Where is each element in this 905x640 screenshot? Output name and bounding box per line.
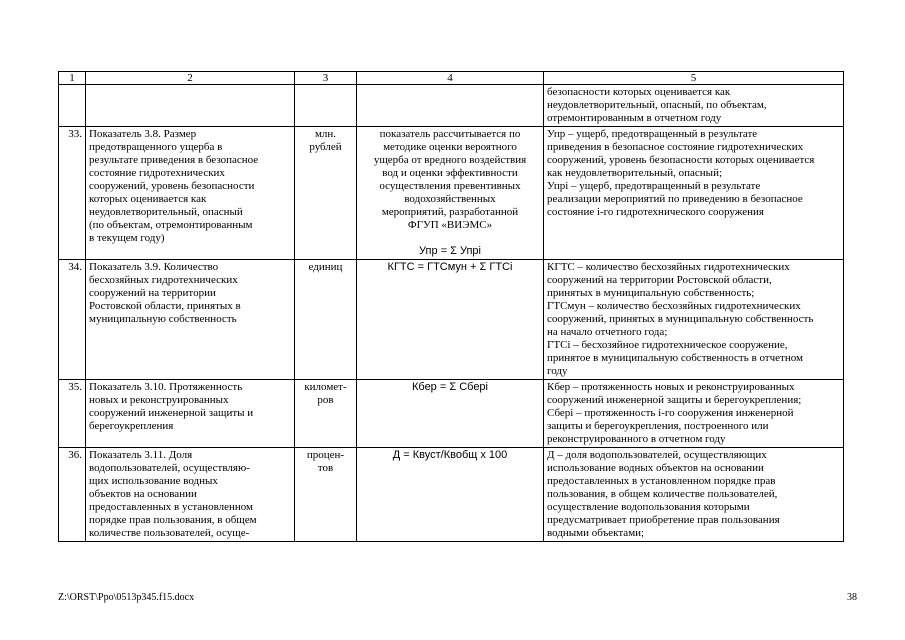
text-line: ущерба от вредного воздействия — [373, 154, 527, 166]
indicator-name-cell — [86, 260, 295, 380]
text-line: осуществления превентивных — [379, 180, 521, 192]
text-line: Упр – ущерб, предотвращенный в результате — [547, 128, 758, 140]
text-line: реализации мероприятий по приведению в безопасное — [547, 193, 803, 205]
text-line: методике оценки вероятного — [383, 141, 517, 153]
continuation-row — [59, 85, 844, 127]
indicators-table — [58, 71, 844, 542]
text-line: Упрi – ущерб, предотвращенный в результате — [547, 180, 761, 192]
calculation-method-cell — [357, 127, 544, 260]
text-line: показатель рассчитывается по — [379, 128, 521, 140]
text-line: как неудовлетворительный, опасный; — [547, 167, 723, 179]
text-line: отремонтированным в отчетном году — [547, 112, 722, 124]
text-line: неудовлетворительный, опасный — [89, 206, 243, 218]
unit-cell — [295, 127, 357, 260]
indicator-name-cell — [86, 127, 295, 260]
text-line: Сберi – протяженность i-го сооружения инженерной — [547, 407, 794, 419]
row-number-cell: 33. — [59, 127, 86, 260]
text-line: неудовлетворительный, опасный, по объектам, — [547, 99, 767, 111]
spacer — [360, 232, 540, 245]
page-number: 38 — [847, 592, 857, 603]
text-line: сооружений на территории Ростовской области, — [547, 274, 772, 286]
text-line: состояние гидротехнических — [89, 167, 225, 179]
column-number-4: 4 — [357, 72, 544, 85]
text-line: Д – доля водопользователей, осуществляющих — [547, 449, 767, 461]
text-line: единиц — [308, 261, 343, 273]
cont-cell-desc — [544, 85, 844, 127]
calculation-method-cell — [357, 448, 544, 542]
text-line: ГТСмун – количество бесхозяйных гидротехнических — [547, 300, 801, 312]
text-line: километ- — [304, 381, 347, 393]
text-line: принятое в муниципальную собственность в отчетном — [547, 352, 803, 364]
text-line: сооружений, уровень безопасности которых оценивается — [547, 154, 815, 166]
text-line: щих использование водных — [89, 475, 218, 487]
text-line: количестве пользователей, осуще- — [89, 527, 250, 539]
unit-cell — [295, 448, 357, 542]
text-line: вод и оценки эффективности — [382, 167, 518, 179]
text-line: использование водных объектов на основании — [547, 462, 764, 474]
table-row — [59, 448, 844, 542]
table-row — [59, 127, 844, 260]
text-line: в текущем году) — [89, 232, 165, 244]
text-line: порядке прав пользования, в общем — [89, 514, 257, 526]
text-line: защиты и берегоукрепления, построенного или — [547, 420, 769, 432]
text-line: сооружений инженерной защиты и — [89, 407, 254, 419]
calculation-method-cell — [357, 380, 544, 448]
text-line: процен- — [306, 449, 345, 461]
text-line: сооружений инженерной защиты и берегоукрепления; — [547, 394, 802, 406]
text-line: бесхозяйных гидротехнических — [89, 274, 238, 286]
text-line: Показатель 3.9. Количество — [89, 261, 219, 273]
indicator-name-cell — [86, 448, 295, 542]
cont-cell-name — [86, 85, 295, 127]
text-line: которых оценивается как — [89, 193, 207, 205]
unit-cell — [295, 380, 357, 448]
column-number-2: 2 — [86, 72, 295, 85]
table-row — [59, 380, 844, 448]
text-line: берегоукрепления — [89, 420, 174, 432]
text-line: объектов на основании — [89, 488, 197, 500]
text-line: сооружений, принятых в муниципальную собственность — [547, 313, 814, 325]
text-line: мероприятий, разработанной — [381, 206, 519, 218]
text-line: году — [547, 365, 568, 377]
text-line: приведения в безопасное состояние гидротехнических — [547, 141, 804, 153]
text-line: ГТСi – бесхозяйное гидротехническое сооружение, — [547, 339, 788, 351]
text-line: сооружений, уровень безопасности — [89, 180, 255, 192]
text-line: Показатель 3.10. Протяженность — [89, 381, 243, 393]
text-line: на начало отчетного года; — [547, 326, 668, 338]
text-line: принятых в муниципальную собственность; — [547, 287, 755, 299]
text-line: муниципальную собственность — [89, 313, 237, 325]
indicator-name-cell — [86, 380, 295, 448]
text-line: КГТС – количество бесхозяйных гидротехнических — [547, 261, 790, 273]
table-body — [59, 72, 844, 542]
text-line: предусматривает приобретение прав пользования — [547, 514, 780, 526]
text-line: результате приведения в безопасное — [89, 154, 259, 166]
text-line: ФГУП «ВИЭМС» — [407, 219, 493, 231]
formula: Д = Квуст/Квобщ х 100 — [392, 449, 508, 461]
header-row — [59, 72, 844, 85]
footer-file-path: Z:\ORST\Ppo\0513p345.f15.docx — [58, 592, 195, 603]
calculation-method-cell — [357, 260, 544, 380]
row-number-cell: 35. — [59, 380, 86, 448]
unit-cell — [295, 260, 357, 380]
text-line: (по объектам, отремонтированным — [89, 219, 253, 231]
column-number-5: 5 — [544, 72, 844, 85]
description-cell — [544, 380, 844, 448]
text-line: Показатель 3.11. Доля — [89, 449, 193, 461]
cont-cell-num — [59, 85, 86, 127]
text-line: предоставленных в установленном порядке прав — [547, 475, 776, 487]
text-line: ров — [317, 394, 334, 406]
row-number-cell: 34. — [59, 260, 86, 380]
text-line: сооружений на территории — [89, 287, 216, 299]
text-line: водохозяйственных — [404, 193, 496, 205]
text-line: реконструированного в отчетном году — [547, 433, 726, 445]
text-line: Ростовской области, принятых в — [89, 300, 241, 312]
text-line: новых и реконструированных — [89, 394, 229, 406]
text-line: водными объектами; — [547, 527, 645, 539]
text-line: водопользователей, осуществляю- — [89, 462, 250, 474]
cont-cell-unit — [295, 85, 357, 127]
column-number-3: 3 — [295, 72, 357, 85]
text-line: рублей — [309, 141, 342, 153]
column-number-1: 1 — [59, 72, 86, 85]
row-number-cell: 36. — [59, 448, 86, 542]
text-line: Показатель 3.8. Размер — [89, 128, 197, 140]
formula: Упр = Σ Упрi — [419, 245, 481, 257]
text-line: предотвращенного ущерба в — [89, 141, 223, 153]
text-line: предоставленных в установленном — [89, 501, 254, 513]
table-row — [59, 260, 844, 380]
text-line: тов — [317, 462, 334, 474]
description-cell — [544, 127, 844, 260]
text-line: пользования, в общем количестве пользователей, — [547, 488, 778, 500]
description-cell — [544, 448, 844, 542]
text-line: Кбер – протяженность новых и реконструированных — [547, 381, 795, 393]
text-line: состояние i-го гидротехнического сооружения — [547, 206, 764, 218]
formula: Кбер = Σ Сберi — [411, 381, 488, 393]
text-line: млн. — [314, 128, 337, 140]
formula: КГТС = ГТСмун + Σ ГТСi — [387, 261, 513, 273]
description-cell — [544, 260, 844, 380]
cont-cell-method — [357, 85, 544, 127]
text-line: безопасности которых оценивается как — [547, 86, 731, 98]
text-line: осуществление водопользования которыми — [547, 501, 750, 513]
